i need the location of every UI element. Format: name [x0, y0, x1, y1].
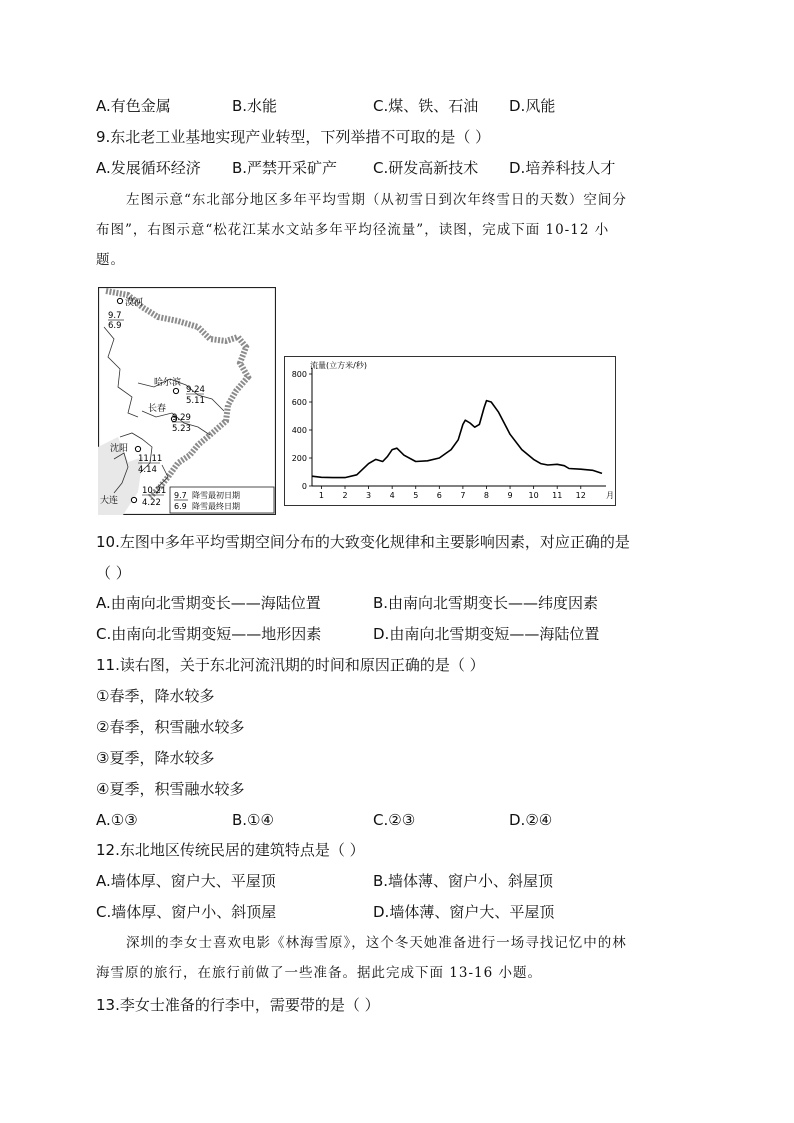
- city-first-mohe: 9.7: [108, 311, 122, 321]
- legend-last-value: 6.9: [174, 502, 187, 511]
- city-marker-shenyang: [135, 446, 140, 451]
- city-marker-harbin: [173, 388, 178, 393]
- q9-option-b: B.严禁开采矿产: [232, 159, 338, 177]
- intro2-line2: 海雪原的旅行，在旅行前做了一些准备。据此完成下面 13-16 小题。: [96, 965, 542, 981]
- runoff-chart: [284, 356, 616, 506]
- city-marker-mohe: [117, 298, 122, 303]
- intro1-line2: 布图”，右图示意“松花江某水文站多年平均径流量”，读图，完成下面 10-12 小: [96, 222, 610, 238]
- q12-stem: 12.东北地区传统民居的建筑特点是（ ）: [96, 841, 365, 859]
- city-name-dalian: 大连: [100, 496, 119, 506]
- x-tick-label: 10: [528, 491, 539, 500]
- q8-option-d: D.风能: [509, 97, 556, 115]
- city-name-changchun: 长春: [148, 404, 167, 414]
- x-tick-label: 3: [366, 491, 372, 500]
- x-tick-label: 4: [389, 491, 395, 500]
- intro-passage-1: [96, 190, 696, 270]
- x-tick-label: 12: [575, 491, 586, 500]
- q10-option-c: C.由南向北雪期变短——地形因素: [96, 625, 322, 643]
- y-tick-label: 800: [291, 370, 307, 379]
- q11-item-3: ③夏季，降水较多: [96, 749, 215, 767]
- q11-option-a: A.①③: [96, 811, 138, 829]
- city-last-changchun: 5.23: [172, 424, 191, 434]
- q10-stem: 10.左图中多年平均雪期空间分布的大致变化规律和主要影响因素，对应正确的是: [96, 533, 630, 551]
- y-tick-label: 0: [301, 482, 307, 491]
- y-tick-label: 400: [291, 426, 307, 435]
- q8-option-b: B.水能: [232, 97, 278, 115]
- x-tick-label: 1: [318, 491, 324, 500]
- y-axis-label: 流量(立方米/秒): [310, 361, 367, 370]
- q12-option-b: B.墙体薄、窗户小、斜屋顶: [373, 872, 554, 890]
- q9-option-a: A.发展循环经济: [96, 159, 201, 177]
- q11-item-1: ①春季，降水较多: [96, 687, 215, 705]
- q11-option-b: B.①④: [232, 811, 274, 829]
- snow-period-map: [98, 287, 276, 515]
- q10-option-b: B.由南向北雪期变长——纬度因素: [373, 594, 599, 612]
- q11-item-4: ④夏季，积雪融水较多: [96, 780, 245, 798]
- q10-option-d: D.由南向北雪期变短——海陆位置: [373, 625, 600, 643]
- city-last-mohe: 6.9: [108, 321, 122, 331]
- q12-option-a: A.墙体厚、窗户大、平屋顶: [96, 872, 276, 890]
- city-marker-dalian: [131, 497, 136, 502]
- q11-option-c: C.②③: [373, 811, 416, 829]
- q13-stem: 13.李女士准备的行李中，需要带的是（ ）: [96, 996, 380, 1014]
- x-axis-label: 月: [606, 491, 614, 500]
- legend-first-label: 降雪最初日期: [192, 491, 240, 500]
- q12-option-c: C.墙体厚、窗户小、斜顶屋: [96, 903, 277, 921]
- x-tick-label: 6: [436, 491, 442, 500]
- city-last-shenyang: 4.14: [138, 465, 157, 475]
- x-tick-label: 2: [342, 491, 348, 500]
- city-first-changchun: 9.29: [172, 413, 191, 423]
- chart-frame: [285, 357, 616, 506]
- y-tick-label: 200: [291, 454, 307, 463]
- legend-first-value: 9.7: [174, 491, 187, 500]
- city-name-mohe: 漠河: [125, 298, 144, 308]
- city-last-dalian: 4.22: [142, 498, 161, 508]
- x-tick-label: 7: [460, 491, 466, 500]
- x-tick-label: 5: [413, 491, 419, 500]
- q8-option-a: A.有色金属: [96, 97, 171, 115]
- x-tick-label: 9: [507, 491, 513, 500]
- city-name-shenyang: 沈阳: [110, 444, 129, 454]
- intro1-line3: 题。: [96, 252, 125, 268]
- legend-last-label: 降雪最终日期: [192, 502, 240, 511]
- q9-option-d: D.培养科技人才: [509, 159, 616, 177]
- q10-option-a: A.由南向北雪期变长——海陆位置: [96, 594, 321, 612]
- q11-item-2: ②春季，积雪融水较多: [96, 718, 245, 736]
- q9-option-c: C.研发高新技术: [373, 159, 479, 177]
- y-tick-label: 600: [291, 398, 307, 407]
- city-last-harbin: 5.11: [186, 396, 205, 406]
- intro1-line1: 左图示意“东北部分地区多年平均雪期（从初雪日到次年终雪日的天数）空间分: [126, 192, 627, 208]
- q8-option-c: C.煤、铁、石油: [373, 97, 479, 115]
- intro2-line1: 深圳的李女士喜欢电影《林海雪原》，这个冬天她准备进行一场寻找记忆中的林: [126, 935, 627, 951]
- x-tick-label: 11: [552, 491, 563, 500]
- city-name-harbin: 哈尔滨: [154, 378, 182, 388]
- city-first-dalian: 10.21: [142, 486, 167, 496]
- city-first-harbin: 9.24: [186, 385, 205, 395]
- city-first-shenyang: 11.11: [138, 454, 163, 464]
- q12-option-d: D.墙体薄、窗户大、平屋顶: [373, 903, 555, 921]
- q11-stem: 11.读右图，关于东北河流汛期的时间和原因正确的是（ ）: [96, 656, 485, 674]
- x-tick-label: 8: [483, 491, 490, 500]
- q9-stem: 9.东北老工业基地实现产业转型，下列举措不可取的是（ ）: [96, 128, 491, 146]
- intro-passage-2: [96, 933, 696, 983]
- q10-stem-cont: （ ）: [96, 564, 131, 582]
- q11-option-d: D.②④: [509, 811, 553, 829]
